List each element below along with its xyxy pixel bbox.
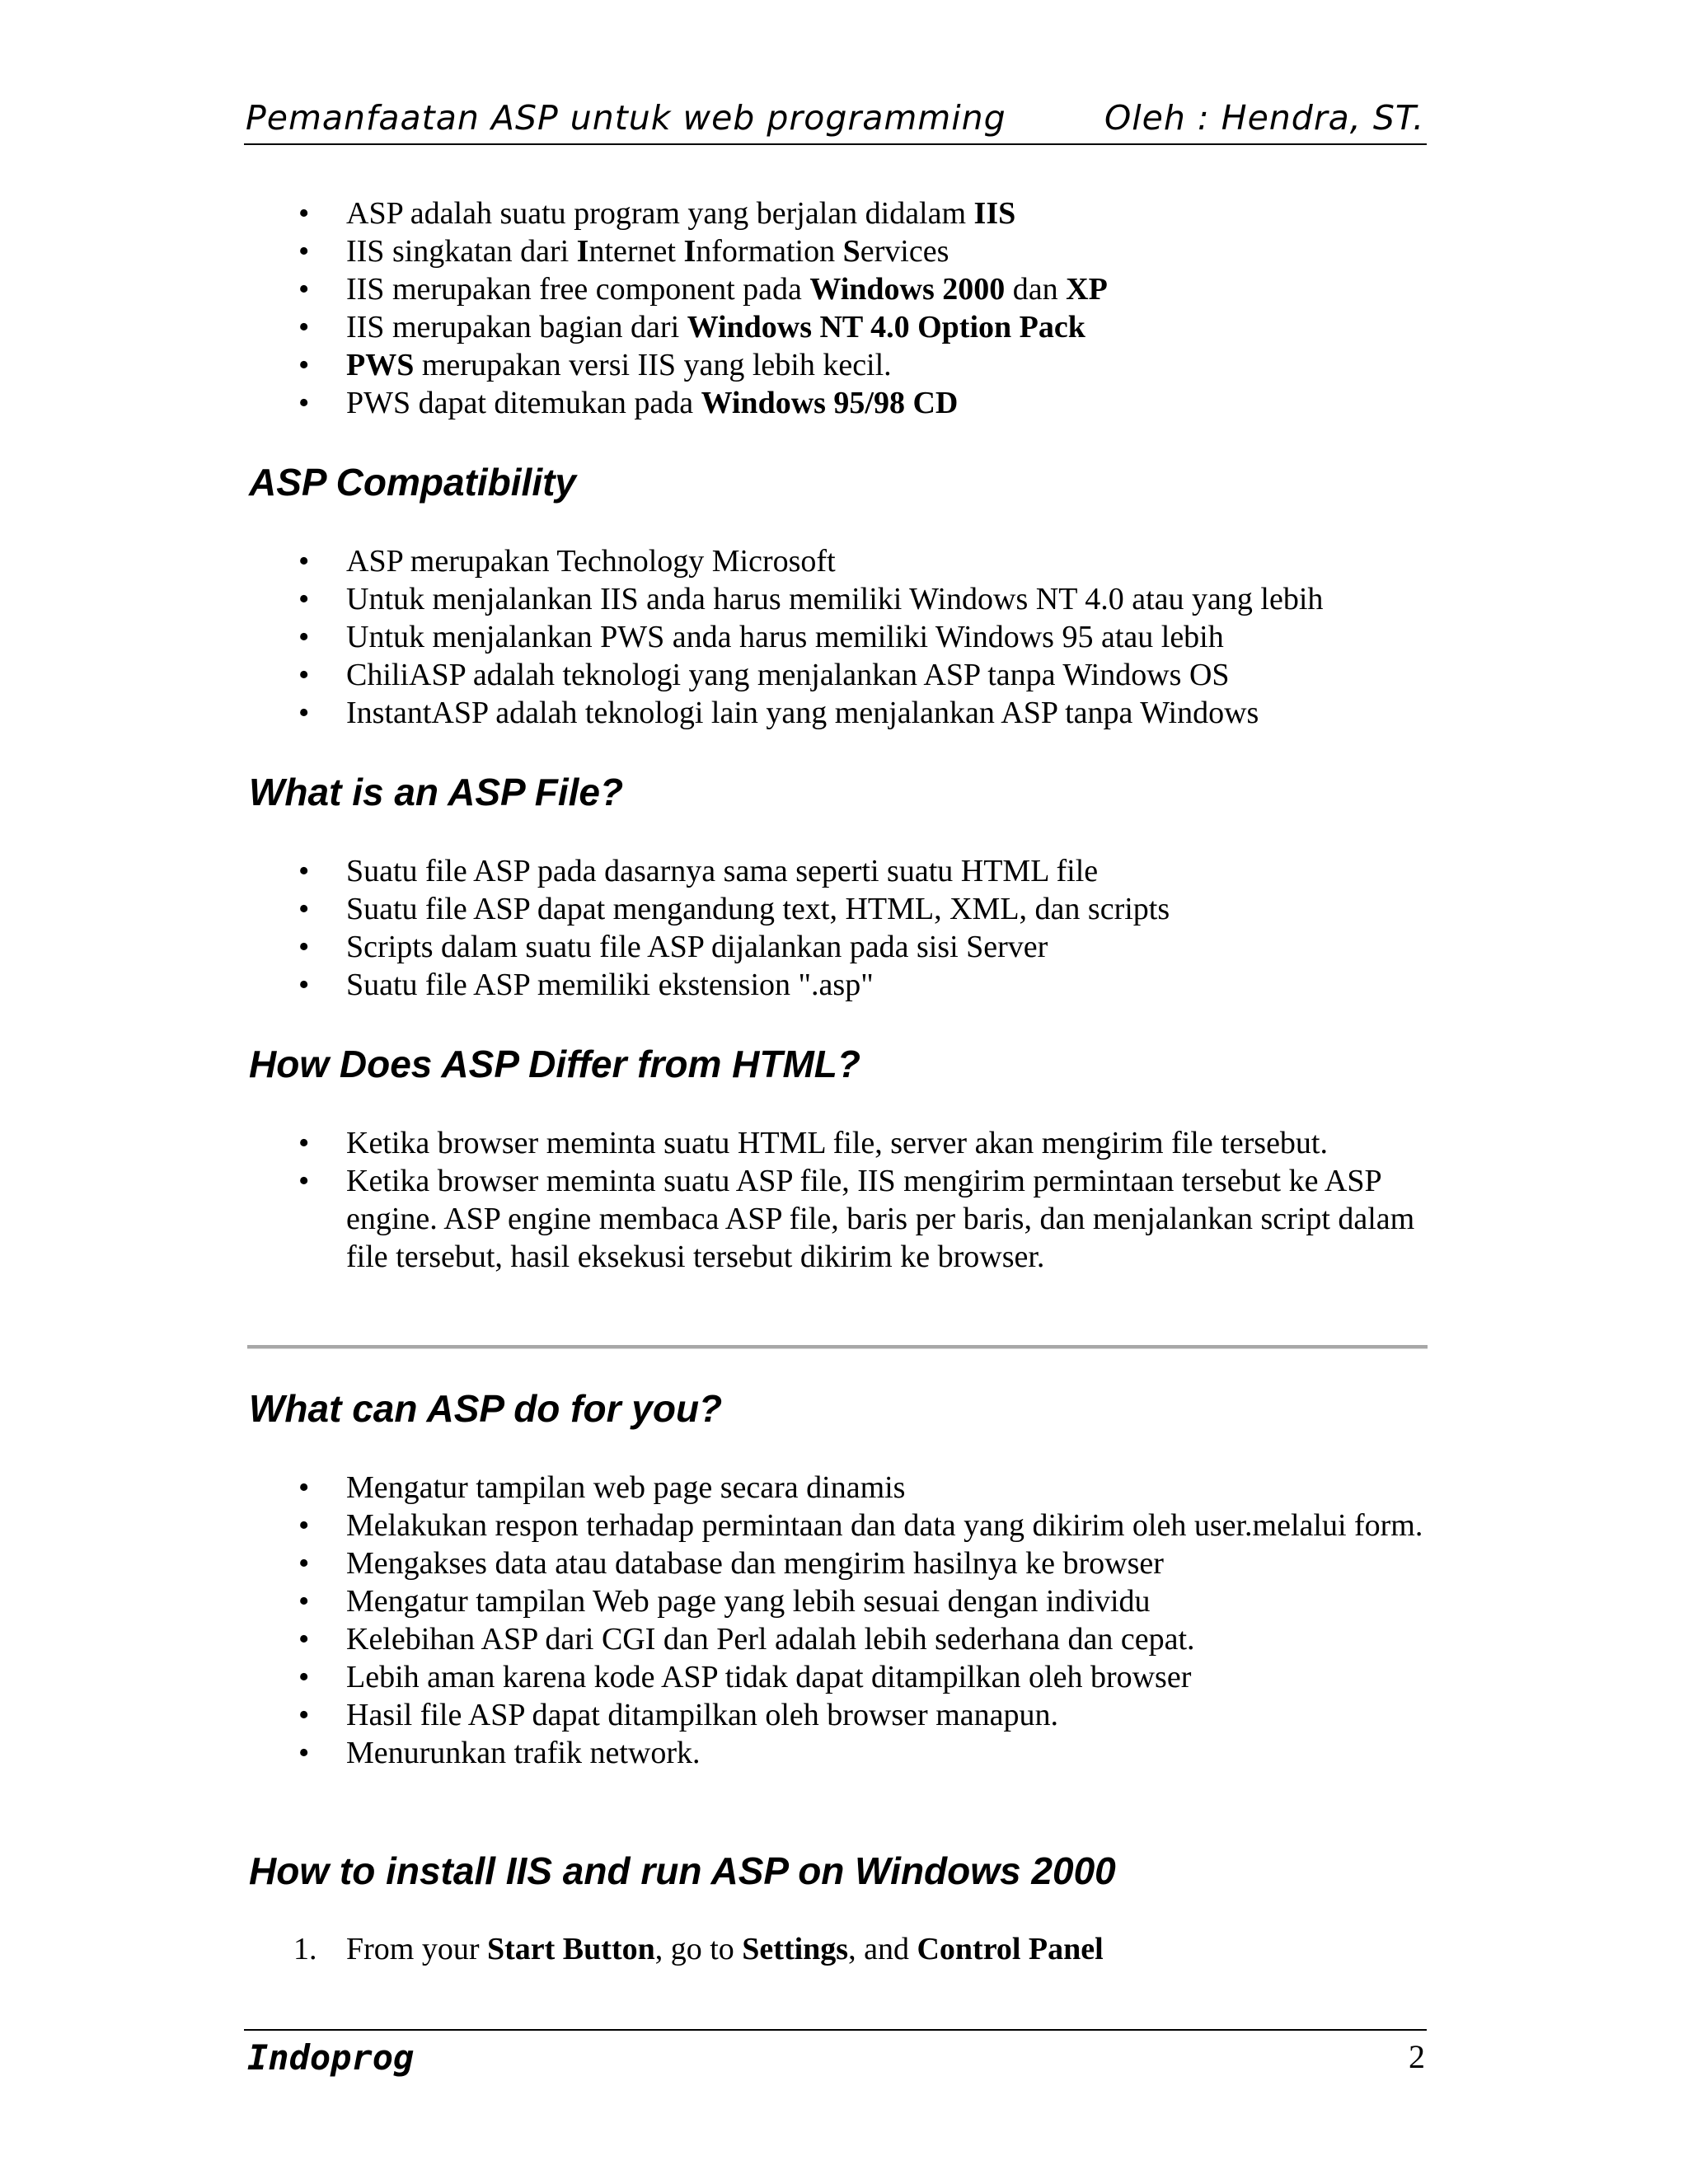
text-run: InstantASP adalah teknologi lain yang menjalankan ASP tanpa Windows: [346, 696, 1259, 730]
list-item: [247, 1507, 1438, 1544]
bold-text: Windows 2000: [809, 272, 1006, 307]
list-item: [247, 1582, 1438, 1620]
install-steps-list: [247, 1930, 1434, 1968]
text-run: IIS merupakan bagian dari: [346, 310, 687, 344]
list-item: [247, 542, 1434, 580]
list-item: [247, 384, 1434, 422]
list-item: [247, 1658, 1438, 1696]
text-run: nformation: [696, 234, 843, 269]
text-run: ChiliASP adalah teknologi yang menjalankan ASP tanpa Windows OS: [346, 658, 1230, 692]
horizontal-divider: [247, 1345, 1428, 1349]
bold-text: Control Panel: [917, 1932, 1104, 1966]
bold-text: XP: [1066, 272, 1108, 307]
compat-heading: ASP Compatibility: [249, 461, 576, 504]
text-run: Untuk menjalankan IIS anda harus memiliki Windows NT 4.0 atau yang lebih: [346, 582, 1324, 616]
list-item: [247, 928, 1434, 966]
list-item: [247, 580, 1434, 618]
text-run: From your: [346, 1932, 487, 1966]
text-run: Kelebihan ASP dari CGI dan Perl adalah lebih sederhana dan cepat.: [346, 1622, 1195, 1657]
text-run: dan: [1005, 272, 1067, 307]
text-run: Ketika browser meminta suatu ASP file, IIS mengirim permintaan tersebut ke ASP engine. ASP engine membaca ASP file, baris per baris, dan menjalankan script dalam file tersebut, hasil eksekusi tersebut dikirim ke browser.: [346, 1164, 1415, 1274]
differ-heading: How Does ASP Differ from HTML?: [249, 1043, 860, 1085]
text-run: Scripts dalam suatu file ASP dijalankan pada sisi Server: [346, 930, 1048, 964]
list-item: [247, 346, 1434, 384]
bold-text: Start Button: [487, 1932, 655, 1966]
text-run: nternet: [588, 234, 684, 269]
text-run: IIS merupakan free component pada: [346, 272, 810, 307]
text-run: Hasil file ASP dapat ditampilkan oleh browser manapun.: [346, 1698, 1058, 1732]
text-run: Suatu file ASP dapat mengandung text, HTML, XML, dan scripts: [346, 892, 1170, 926]
cando-heading: What can ASP do for you?: [249, 1387, 723, 1430]
text-run: IIS singkatan dari: [346, 234, 577, 269]
text-run: ASP adalah suatu program yang berjalan didalam: [346, 196, 974, 231]
list-item: [247, 1162, 1426, 1276]
page-header: [244, 92, 1427, 145]
header-author: Oleh : Hendra, ST.: [1104, 98, 1425, 138]
list-item: [247, 1469, 1438, 1507]
text-run: Menurunkan trafik network.: [346, 1736, 701, 1770]
page-footer: [244, 2029, 1427, 2080]
list-item: [247, 232, 1434, 270]
page-number: 2: [1409, 2038, 1425, 2075]
text-run: Mengatur tampilan Web page yang lebih sesuai dengan individu: [346, 1584, 1151, 1619]
compat-bullet-list: [247, 542, 1434, 732]
bold-text: I: [683, 234, 696, 269]
list-item: [247, 308, 1434, 346]
cando-bullet-list: [247, 1469, 1438, 1772]
list-item: [247, 270, 1434, 308]
bold-text: I: [576, 234, 589, 269]
text-run: , go to: [654, 1932, 743, 1966]
list-item: [247, 890, 1434, 928]
text-run: ervices: [860, 234, 950, 269]
text-run: Lebih aman karena kode ASP tidak dapat ditampilkan oleh browser: [346, 1660, 1192, 1694]
text-run: , and: [848, 1932, 917, 1966]
list-item: [247, 618, 1434, 656]
list-item: [247, 966, 1434, 1004]
list-item: [247, 1544, 1438, 1582]
list-item: [247, 194, 1434, 232]
list-item: [247, 852, 1434, 890]
text-run: Mengatur tampilan web page secara dinamis: [346, 1470, 906, 1505]
footer-brand: Indoprog: [247, 2037, 415, 2078]
list-item: [247, 1124, 1426, 1162]
aspfile-heading: What is an ASP File?: [249, 771, 624, 813]
text-run: ASP merupakan Technology Microsoft: [346, 544, 836, 579]
differ-bullet-list: [247, 1124, 1426, 1276]
text-run: Ketika browser meminta suatu HTML file, server akan mengirim file tersebut.: [346, 1126, 1328, 1160]
list-item: [247, 1734, 1438, 1772]
bold-text: Windows NT 4.0 Option Pack: [687, 310, 1085, 344]
intro-bullet-list: [247, 194, 1434, 422]
text-run: merupakan versi IIS yang lebih kecil.: [414, 348, 892, 382]
bold-text: IIS: [973, 196, 1016, 231]
text-run: Suatu file ASP pada dasarnya sama seperti suatu HTML file: [346, 854, 1099, 888]
numbered-step: [247, 1930, 1434, 1968]
text-run: Mengakses data atau database dan mengirim hasilnya ke browser: [346, 1546, 1164, 1581]
bold-text: PWS: [346, 348, 415, 382]
bold-text: Windows 95/98 CD: [701, 386, 959, 420]
list-item: [247, 656, 1434, 694]
bold-text: Settings: [742, 1932, 849, 1966]
text-run: Suatu file ASP memiliki ekstension ".asp": [346, 968, 874, 1002]
install-heading: How to install IIS and run ASP on Windows 2000: [249, 1849, 1116, 1892]
text-run: PWS dapat ditemukan pada: [346, 386, 701, 420]
aspfile-bullet-list: [247, 852, 1434, 1004]
bold-text: S: [842, 234, 860, 269]
text-run: Melakukan respon terhadap permintaan dan data yang dikirim oleh user.melalui form.: [346, 1508, 1423, 1543]
text-run: Untuk menjalankan PWS anda harus memiliki Windows 95 atau lebih: [346, 620, 1224, 654]
list-item: [247, 1620, 1438, 1658]
list-item: [247, 694, 1434, 732]
header-title: Pemanfaatan ASP untuk web programming: [246, 98, 1006, 138]
list-item: [247, 1696, 1438, 1734]
